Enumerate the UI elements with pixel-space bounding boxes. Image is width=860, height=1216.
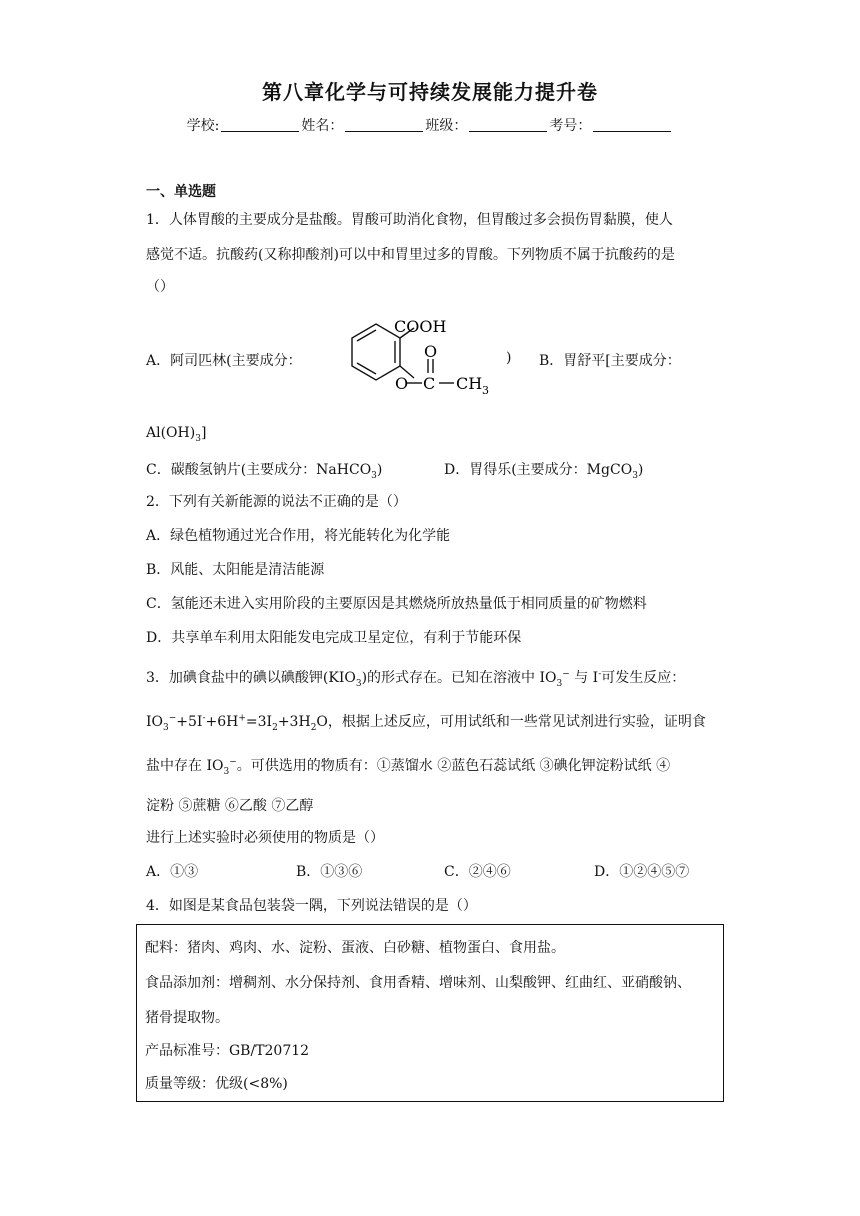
- quality-grade-line: 质量等级：优级(<8%): [145, 1076, 288, 1092]
- subscript: 3: [371, 470, 377, 481]
- paren: ): [376, 462, 383, 478]
- text: 3．加碘食盐中的碘以碘酸钾(KIO: [146, 670, 356, 686]
- subscript: 2: [310, 722, 317, 733]
- q1-option-a-suffix: ): [506, 350, 512, 366]
- q1-stem-line1: 1．人体胃酸的主要成分是盐酸。胃酸可助消化食物，但胃酸过多会损伤胃黏膜，使人: [146, 212, 673, 228]
- q2-option-b: B．风能、太阳能是清洁能源: [146, 562, 325, 578]
- subscript: 3: [195, 433, 201, 444]
- ring-double-bond-1: [357, 330, 376, 341]
- additives-line: 食品添加剂：增稠剂、水分保持剂、食用香精、增味剂、山梨酸钾、红曲红、亚硝酸钠、: [145, 975, 691, 991]
- subscript: 3: [355, 678, 362, 689]
- q3-line2-equation: [146, 711, 706, 733]
- subscript: 3: [163, 722, 169, 733]
- superscript: -: [202, 713, 206, 724]
- q3-line4: 淀粉 ⑤蔗糖 ⑥乙酸 ⑦乙醇: [146, 798, 314, 814]
- text: +3H: [277, 714, 311, 730]
- name-label: 姓名：: [301, 118, 344, 134]
- carbon-text: C: [423, 374, 436, 393]
- q2-stem: 2．下列有关新能源的说法不正确的是（）: [146, 494, 407, 510]
- text: 可发生反应：: [601, 670, 686, 686]
- q1-stem-line3: （）: [146, 279, 174, 295]
- option-d-text: D．胃得乐(主要成分：MgCO: [444, 462, 633, 478]
- q1-stem-line2: 感觉不适。抗酸药(又称抑酸剂)可以中和胃里过多的胃酸。下列物质不属于抗酸药的是: [146, 247, 675, 263]
- subscript: 3: [223, 766, 230, 777]
- superscript: −: [562, 669, 570, 680]
- text: )的形式存在。已知在溶液中 IO: [361, 670, 557, 686]
- text: IO: [146, 714, 164, 730]
- class-label: 班级：: [425, 118, 468, 134]
- bracket: ]: [200, 425, 207, 441]
- methyl-text: CH: [456, 374, 483, 393]
- standard-number-line: 产品标准号：GB/T20712: [145, 1043, 310, 1059]
- additives-line-cont: 猪骨提取物。: [145, 1010, 229, 1026]
- option-c-text: C．碳酸氢钠片(主要成分：NaHCO: [146, 462, 372, 478]
- food-label-box: [136, 924, 724, 1102]
- benzene-ring: [352, 324, 400, 380]
- page-title: 第八章化学与可持续发展能力提升卷: [262, 80, 598, 104]
- class-blank: [469, 117, 547, 132]
- text: =3I: [245, 714, 273, 730]
- q3-option-d: D．①②④⑤⑦: [594, 864, 690, 880]
- subscript: 3: [556, 678, 563, 689]
- alumina-formula: Al(OH): [146, 425, 196, 441]
- q2-option-a: A．绿色植物通过光合作用，将光能转化为化学能: [146, 528, 451, 544]
- q3-line1: [146, 667, 685, 689]
- q2-option-c: C．氢能还未进入实用阶段的主要原因是其燃烧所放热量低于相同质量的矿物燃料: [146, 596, 647, 612]
- q1-option-b-cont: [146, 425, 206, 444]
- text: 与 I: [569, 670, 599, 686]
- q3-line5: 进行上述实验时必须使用的物质是（）: [146, 830, 384, 846]
- q1-option-d: [444, 459, 643, 481]
- q3-line3: [146, 755, 670, 777]
- cooh-text: COOH: [394, 317, 447, 336]
- student-info-line: [0, 115, 860, 135]
- ester-o-text: O: [395, 374, 409, 393]
- q2-option-d: D．共享单车利用太阳能发电完成卫星定位，有利于节能环保: [146, 630, 522, 646]
- superscript: −: [168, 713, 177, 724]
- name-blank: [345, 117, 423, 132]
- superscript: +: [238, 713, 246, 724]
- ring-double-bond-3: [357, 363, 376, 374]
- subscript: 2: [272, 722, 278, 733]
- school-label: 学校:: [186, 118, 220, 134]
- subscript: 3: [632, 470, 638, 481]
- text: 。可供选用的物质有：①蒸馏水 ②蓝色石蕊试纸 ③碘化钾淀粉试纸 ④: [236, 758, 671, 774]
- section-heading: 一、单选题: [146, 184, 216, 200]
- q3-option-b: B．①③⑥: [296, 864, 363, 880]
- text: O，根据上述反应，可用试纸和一些常见试剂进行实验，证明食: [316, 714, 706, 730]
- q3-option-a: A．①③: [146, 864, 199, 880]
- text: 盐中存在 IO: [146, 758, 224, 774]
- methyl-subscript: 3: [482, 384, 489, 397]
- q1-option-a-prefix: A．阿司匹林(主要成分：: [146, 353, 302, 369]
- text: +6H: [205, 714, 239, 730]
- paren: ): [637, 462, 644, 478]
- q1-option-c: [146, 459, 382, 481]
- text: +5I: [176, 714, 203, 730]
- q4-stem: 4．如图是某食品包装袋一隅，下列说法错误的是（）: [146, 898, 477, 914]
- superscript: -: [598, 669, 602, 680]
- q1-option-b: B．胃舒平[主要成分：: [539, 353, 681, 369]
- q3-option-c: C．②④⑥: [444, 864, 511, 880]
- aspirin-structure: [318, 312, 498, 404]
- exam-number-label: 考号：: [549, 118, 592, 134]
- exam-number-blank: [593, 117, 671, 132]
- ingredients-line: 配料：猪肉、鸡肉、水、淀粉、蛋液、白砂糖、植物蛋白、食用盐。: [145, 940, 565, 956]
- school-blank: [221, 117, 299, 132]
- carbonyl-o-text: O: [424, 342, 438, 361]
- superscript: −: [229, 757, 237, 768]
